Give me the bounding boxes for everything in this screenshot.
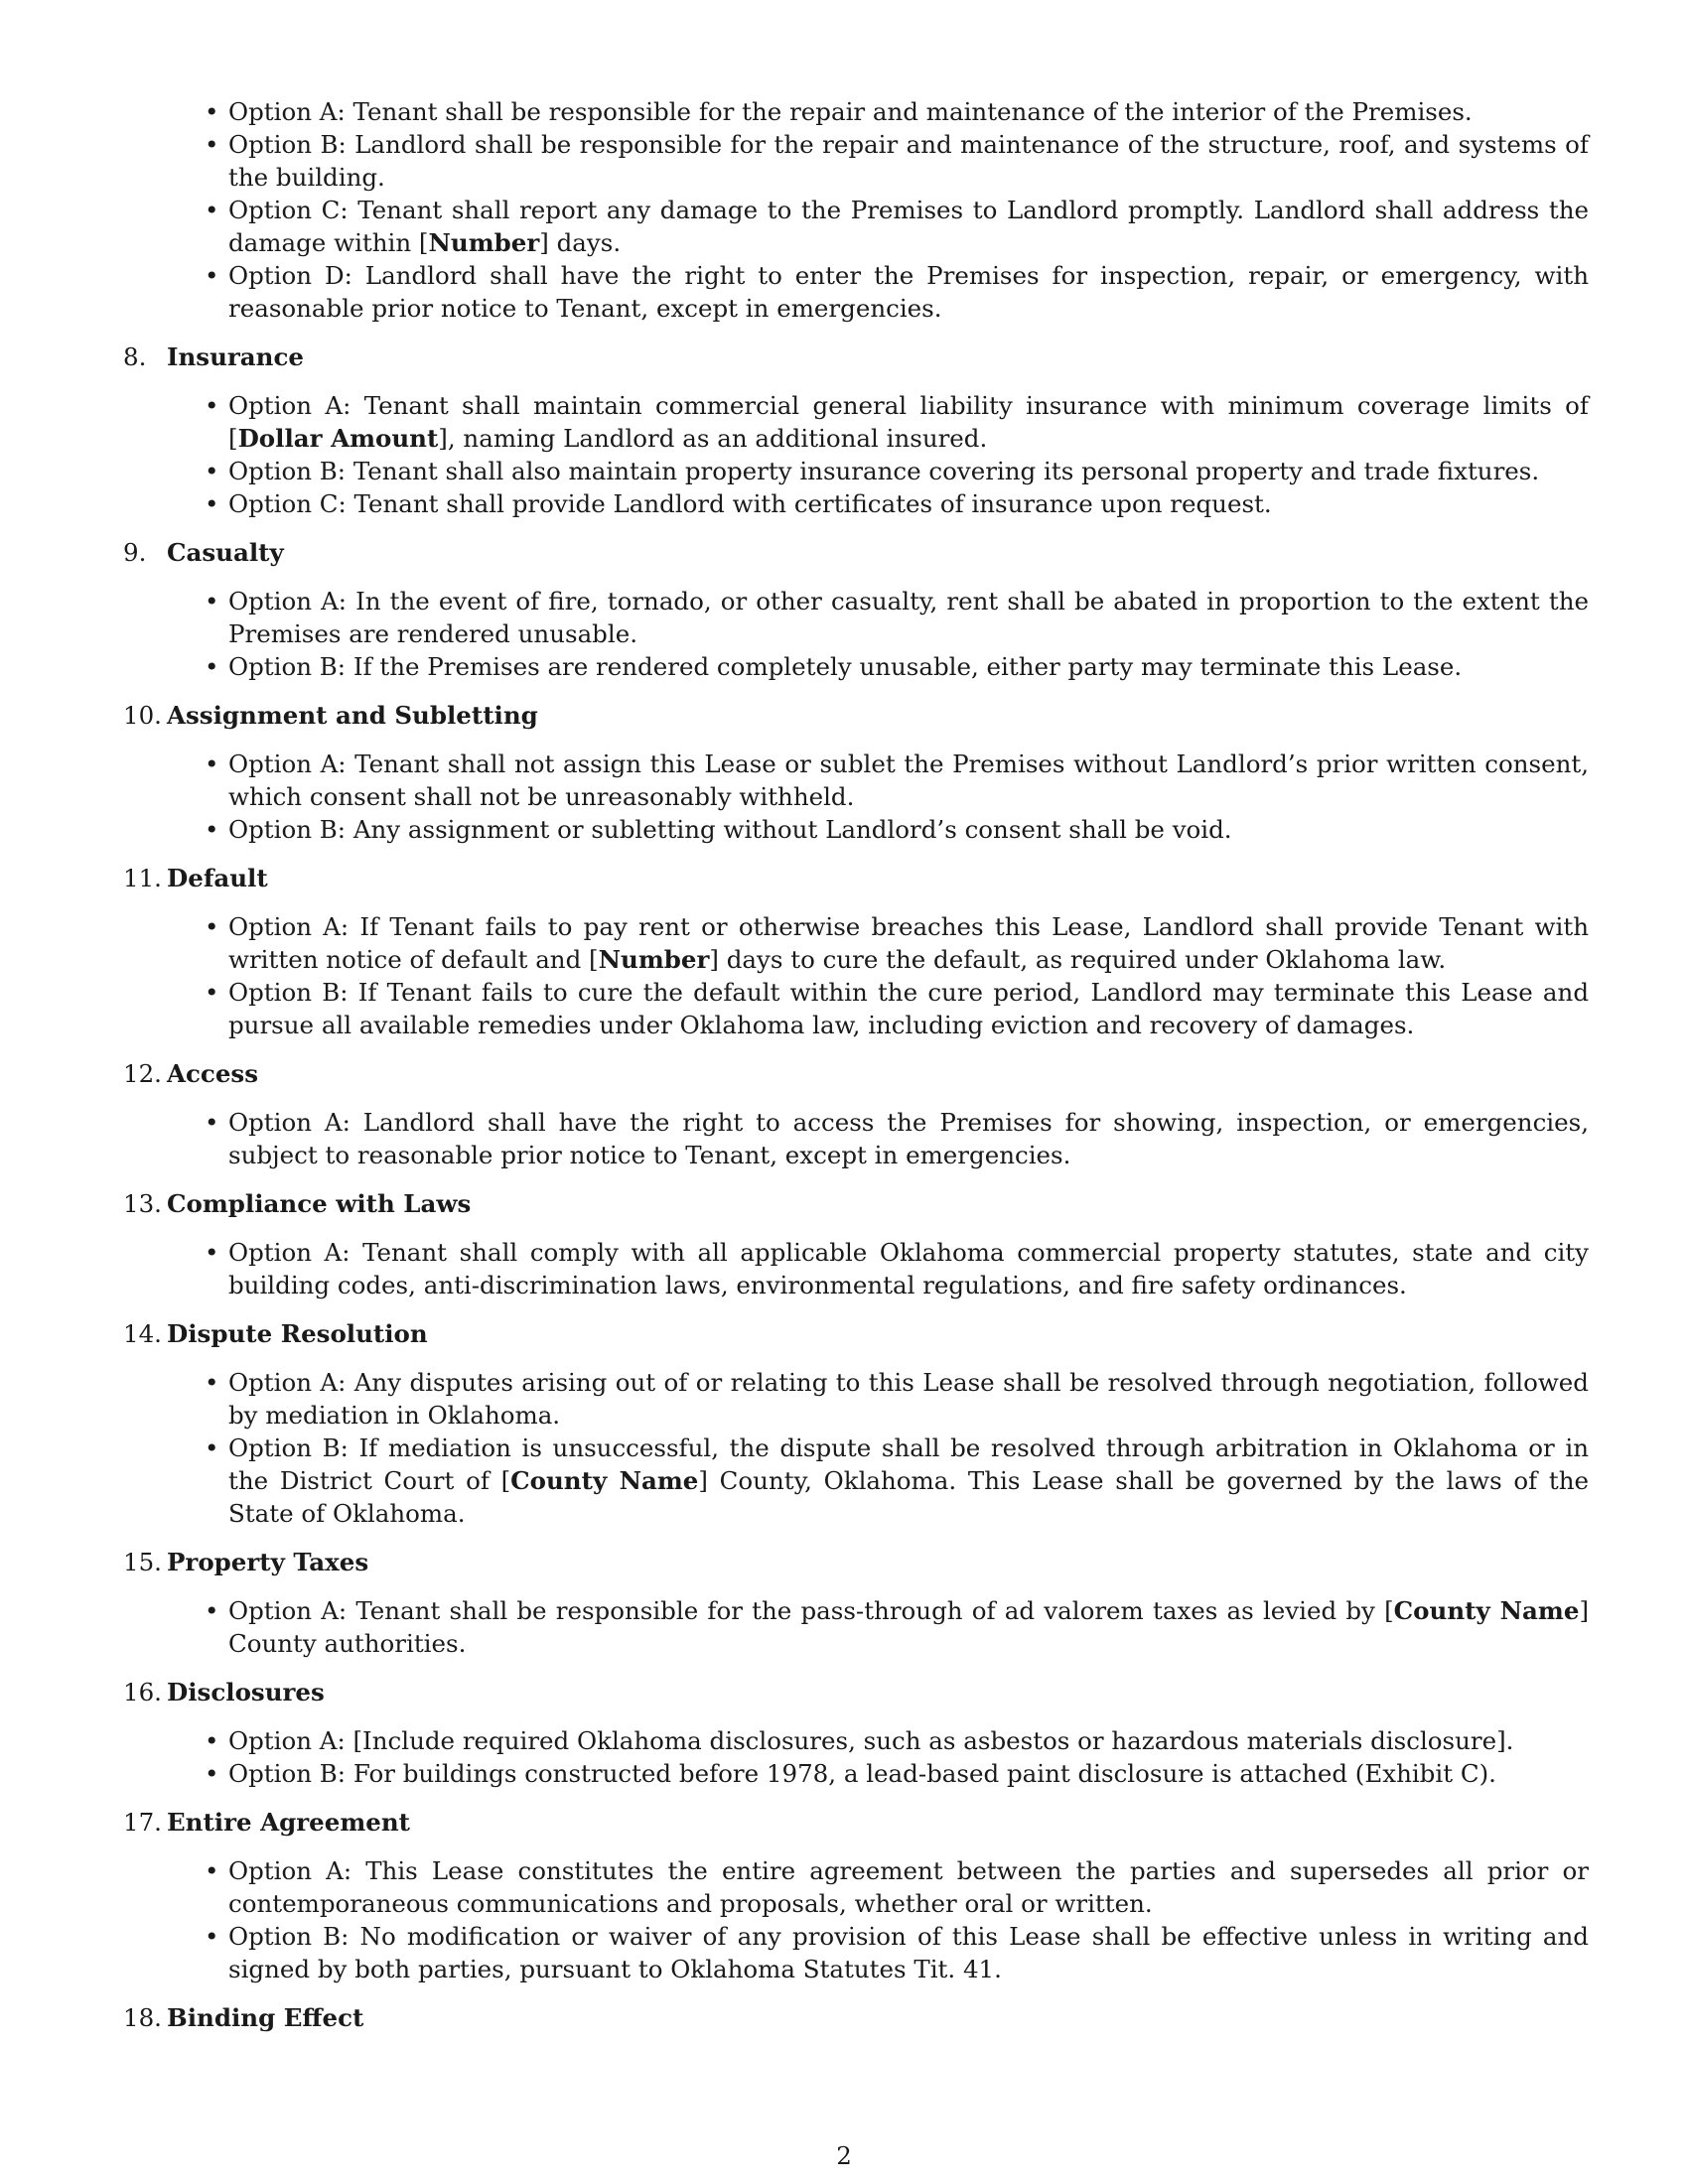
section-heading	[123, 536, 1589, 569]
section-property-taxes	[123, 1546, 1589, 1660]
continued-option-list	[167, 95, 1589, 325]
section-title: Property Taxes	[167, 1548, 369, 1576]
section-title: Default	[167, 864, 268, 892]
section-number: 13.	[123, 1189, 162, 1218]
section-heading	[123, 1187, 1589, 1220]
option-item	[228, 1366, 1589, 1432]
option-item	[228, 487, 1589, 520]
option-text: Option A: Tenant shall be responsible for the repair and maintenance of the interior of the Premises.	[228, 97, 1473, 126]
section-title: Compliance with Laws	[167, 1189, 472, 1218]
section-number: 18.	[123, 2003, 162, 2032]
document-body	[123, 95, 1589, 2050]
option-item	[228, 259, 1589, 325]
section-number: 14.	[123, 1319, 162, 1348]
option-text: ] days to cure the default, as required under Oklahoma law.	[709, 945, 1447, 974]
option-list	[167, 1594, 1589, 1660]
option-item	[228, 194, 1589, 259]
option-item	[228, 813, 1589, 846]
placeholder-field: County Name	[1393, 1596, 1580, 1625]
option-text: Option B: Any assignment or subletting without Landlord’s consent shall be void.	[228, 815, 1232, 844]
section-title: Binding Effect	[167, 2003, 364, 2032]
section-heading	[123, 699, 1589, 732]
option-item	[228, 1724, 1589, 1757]
section-heading	[123, 1806, 1589, 1839]
option-item	[228, 95, 1589, 128]
section-heading	[123, 1317, 1589, 1350]
option-list	[167, 748, 1589, 846]
option-text: Option B: If mediation is unsuccessful, the dispute shall be resolved through arbitration in Oklahoma or in the District Court of [	[228, 1433, 1589, 1495]
option-item	[228, 1432, 1589, 1530]
section-dispute-resolution	[123, 1317, 1589, 1530]
option-text: Option C: Tenant shall report any damage to the Premises to Landlord promptly. Landlord shall address the damage within [	[228, 196, 1589, 257]
section-number: 11.	[123, 864, 162, 892]
option-text: Option B: Tenant shall also maintain property insurance covering its personal property and trade fixtures.	[228, 457, 1540, 485]
section-default	[123, 862, 1589, 1041]
section-title: Disclosures	[167, 1678, 325, 1706]
option-text: ] County, Oklahoma. This Lease shall be governed by the laws of the State of Oklahoma.	[228, 1466, 1589, 1528]
option-text: Option A: Tenant shall maintain commercial general liability insurance with minimum coverage limits of [	[228, 391, 1589, 453]
option-list	[167, 1724, 1589, 1790]
option-text: Option B: Landlord shall be responsible for the repair and maintenance of the structure, roof, and systems of the building.	[228, 130, 1589, 192]
option-text: ] County authorities.	[228, 1596, 1589, 1658]
section-number: 16.	[123, 1678, 162, 1706]
option-list	[167, 585, 1589, 683]
section-title: Dispute Resolution	[167, 1319, 428, 1348]
option-item	[228, 910, 1589, 976]
option-text: Option A: Landlord shall have the right to access the Premises for showing, inspection, or emergencies, subject to reasonable prior notice to Tenant, except in emergencies.	[228, 1108, 1589, 1169]
section-title: Insurance	[167, 342, 304, 371]
option-text: ], naming Landlord as an additional insured.	[438, 424, 988, 453]
section-heading	[123, 862, 1589, 894]
option-item	[228, 585, 1589, 650]
option-text: Option A: Tenant shall comply with all applicable Oklahoma commercial property statutes, state and city building codes, anti-discrimination laws, environmental regulations, and fire safety ordinances.	[228, 1238, 1589, 1299]
option-text: Option B: No modification or waiver of any provision of this Lease shall be effective unless in writing and signed by both parties, pursuant to Oklahoma Statutes Tit. 41.	[228, 1922, 1589, 1983]
section-heading	[123, 341, 1589, 373]
placeholder-field: Number	[598, 945, 710, 974]
section-number: 17.	[123, 1808, 162, 1837]
option-item	[228, 1106, 1589, 1171]
option-item	[228, 1920, 1589, 1985]
section-heading	[123, 2001, 1589, 2034]
section-number: 10.	[123, 701, 162, 730]
section-heading	[123, 1546, 1589, 1578]
placeholder-field: Dollar Amount	[237, 424, 439, 453]
option-text: Option A: Tenant shall be responsible for the pass-through of ad valorem taxes as levied by [	[228, 1596, 1394, 1625]
section-number: 15.	[123, 1548, 162, 1576]
option-list	[167, 1106, 1589, 1171]
option-text: Option B: If Tenant fails to cure the default within the cure period, Landlord may terminate this Lease and pursue all available remedies under Oklahoma law, including eviction and recovery of damages.	[228, 978, 1589, 1039]
option-item	[228, 389, 1589, 455]
page-number: 2	[836, 2141, 852, 2170]
option-item	[228, 455, 1589, 487]
option-item	[228, 976, 1589, 1041]
option-list	[167, 1236, 1589, 1301]
option-text: Option B: If the Premises are rendered completely unusable, either party may terminate this Lease.	[228, 652, 1463, 681]
section-title: Access	[167, 1059, 259, 1088]
option-text: Option A: Tenant shall not assign this Lease or sublet the Premises without Landlord’s prior written consent, which consent shall not be unreasonably withheld.	[228, 750, 1589, 811]
section-list	[123, 341, 1589, 2034]
option-text: Option B: For buildings constructed before 1978, a lead-based paint disclosure is attached (Exhibit C).	[228, 1759, 1496, 1788]
option-text: Option D: Landlord shall have the right to enter the Premises for inspection, repair, or emergency, with reasonable prior notice to Tenant, except in emergencies.	[228, 261, 1589, 323]
section-heading	[123, 1057, 1589, 1090]
option-item	[228, 1757, 1589, 1790]
option-text: ] days.	[539, 228, 622, 257]
section-title: Entire Agreement	[167, 1808, 410, 1837]
option-list	[167, 1366, 1589, 1530]
placeholder-field: Number	[428, 228, 540, 257]
option-list	[167, 910, 1589, 1041]
section-title: Assignment and Subletting	[167, 701, 538, 730]
section-heading	[123, 1676, 1589, 1708]
section-title: Casualty	[167, 538, 284, 567]
section-casualty	[123, 536, 1589, 683]
section-assignment-and-subletting	[123, 699, 1589, 846]
section-binding-effect	[123, 2001, 1589, 2034]
option-item	[228, 1594, 1589, 1660]
option-item	[228, 650, 1589, 683]
option-list	[167, 1854, 1589, 1985]
section-compliance-with-laws	[123, 1187, 1589, 1301]
option-item	[228, 1236, 1589, 1301]
option-text: Option A: This Lease constitutes the entire agreement between the parties and supersedes all prior or contemporaneous communications and proposals, whether oral or written.	[228, 1856, 1589, 1918]
option-text: Option A: Any disputes arising out of or relating to this Lease shall be resolved through negotiation, followed by mediation in Oklahoma.	[228, 1368, 1589, 1430]
option-text: Option A: If Tenant fails to pay rent or otherwise breaches this Lease, Landlord shall provide Tenant with written notice of default and [	[228, 912, 1589, 974]
section-insurance	[123, 341, 1589, 520]
section-number: 9.	[123, 538, 147, 567]
option-text: Option A: In the event of fire, tornado, or other casualty, rent shall be abated in proportion to the extent the Premises are rendered unusable.	[228, 587, 1589, 648]
section-disclosures	[123, 1676, 1589, 1790]
section-access	[123, 1057, 1589, 1171]
option-text: Option A: [Include required Oklahoma disclosures, such as asbestos or hazardous materials disclosure].	[228, 1726, 1514, 1755]
option-list	[167, 389, 1589, 520]
placeholder-field: County Name	[510, 1466, 699, 1495]
option-item	[228, 1854, 1589, 1920]
section-number: 8.	[123, 342, 147, 371]
section-entire-agreement	[123, 1806, 1589, 1985]
option-item	[228, 748, 1589, 813]
section-number: 12.	[123, 1059, 162, 1088]
option-text: Option C: Tenant shall provide Landlord with certificates of insurance upon request.	[228, 489, 1272, 518]
option-item	[228, 128, 1589, 194]
